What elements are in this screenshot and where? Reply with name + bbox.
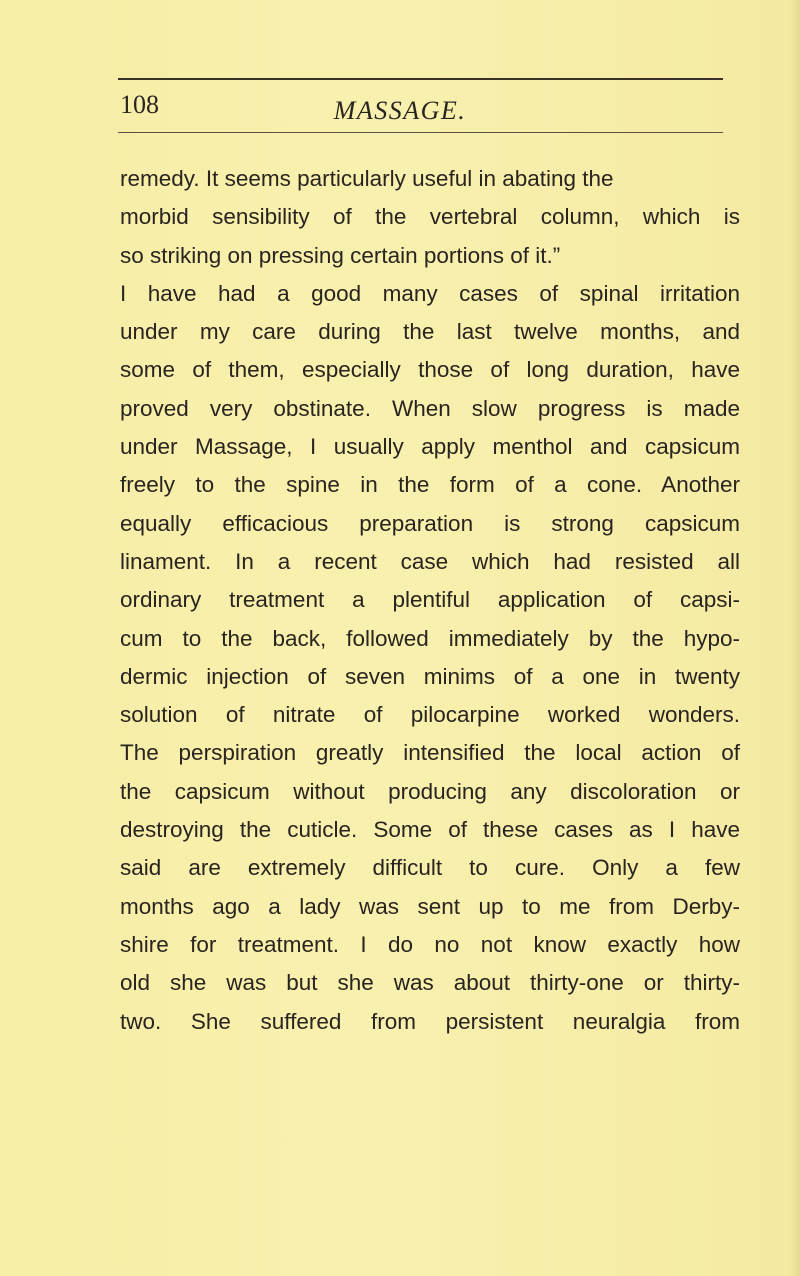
text-line: solution of nitrate of pilocarpine worked wonders. [120,702,740,728]
text-line: linament. In a recent case which had resisted all [120,548,740,574]
text-line: old she was but she was about thirty-one or thirty- [120,970,740,996]
text-line: I have had a good many cases of spinal irritation [120,280,740,306]
text-line: so striking on pressing certain portions of it.” [120,242,561,268]
text-line: two. She suffered from persistent neuralgia from [120,1008,740,1034]
text-line: ordinary treatment a plentiful application of capsi- [120,587,740,613]
header-top-rule [118,78,723,80]
running-title: MASSAGE. [333,96,467,125]
text-line: months ago a lady was sent up to me from Derby- [120,893,740,919]
text-line: some of them, especially those of long duration, have [120,357,740,383]
body-text [120,160,740,1041]
page-edge-shadow [790,0,800,1276]
text-line: equally efficacious preparation is strong capsicum [120,510,740,536]
text-line: the capsicum without producing any discoloration or [120,778,740,804]
text-line: shire for treatment. I do no not know exactly how [120,931,740,957]
text-line: under my care during the last twelve months, and [120,319,740,345]
page-number: 108 [120,90,159,119]
header-bottom-rule [118,132,723,133]
text-line: remedy. It seems particularly useful in abating the [120,166,614,191]
text-line: said are extremely difficult to cure. Only a few [120,855,740,881]
text-line: destroying the cuticle. Some of these cases as I have [120,817,740,843]
text-line: dermic injection of seven minims of a one in twenty [120,663,740,689]
text-line: morbid sensibility of the vertebral column, which is [120,204,740,230]
text-line: freely to the spine in the form of a cone. Another [120,472,740,498]
text-line: The perspiration greatly intensified the local action of [120,740,740,766]
text-line: proved very obstinate. When slow progress is made [120,395,740,421]
text-line: under Massage, I usually apply menthol and capsicum [120,434,740,460]
text-line: cum to the back, followed immediately by the hypo- [120,625,740,651]
